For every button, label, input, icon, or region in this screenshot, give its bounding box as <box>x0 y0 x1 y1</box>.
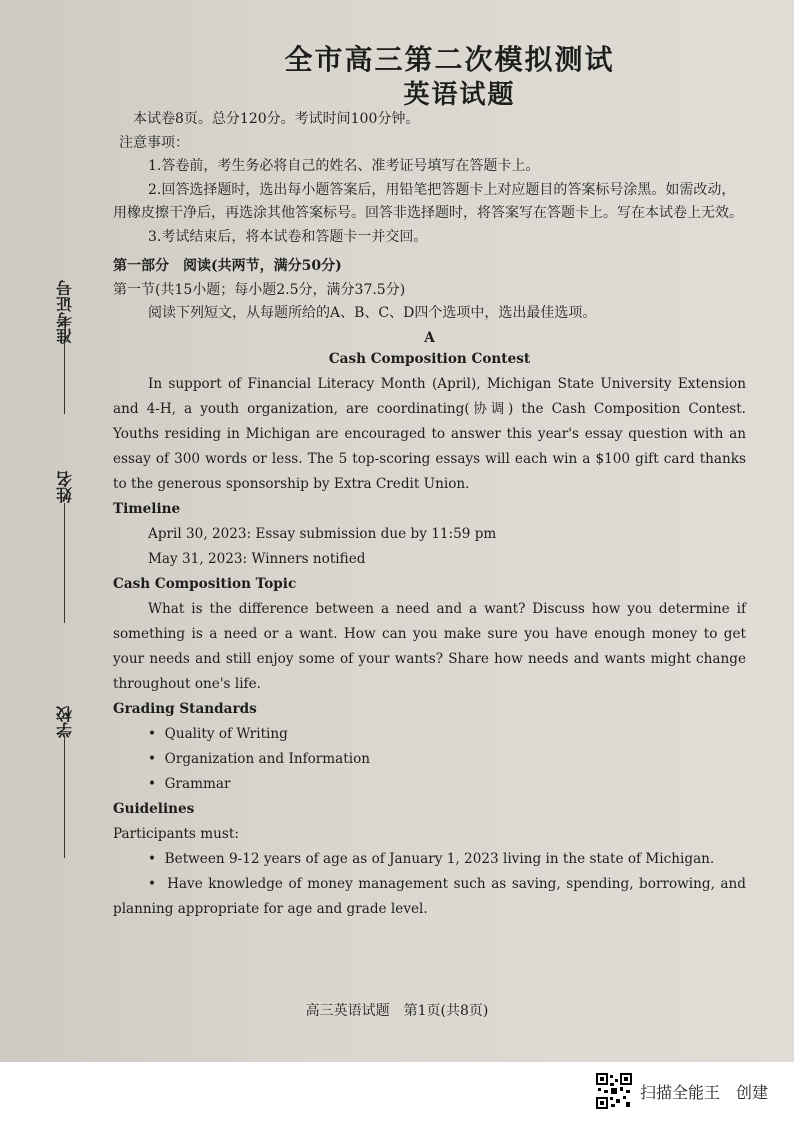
notice-item-1: 1.答卷前，考生务必将自己的姓名、准考证号填写在答题卡上。 <box>148 158 540 174</box>
timeline-heading: Timeline <box>113 500 181 517</box>
topic-text: What is the difference between a need and a want? Discuss how you determine if something is a need or a want. How can you make sure you have enough money to get your needs and still enjoy some of your wants? Share how needs and wants might change throughout one's life. <box>113 600 746 692</box>
guideline-item-2: • Have knowledge of money management such as saving, spending, borrowing, and planning appropriate for age and grade level. <box>113 875 746 917</box>
grading-item-3: • Grammar <box>148 775 231 792</box>
topic-heading: Cash Composition Topic <box>113 575 297 592</box>
page-subtitle: 英语试题 <box>403 80 516 110</box>
page-footer: 高三英语试题 第1页(共8页) <box>305 1003 489 1019</box>
school-field <box>50 700 80 870</box>
directions: 阅读下列短文，从每题所给的A、B、C、D四个选项中，选出最佳选项。 <box>148 305 597 321</box>
scanner-credit: 扫描全能王 创建 <box>640 1083 769 1102</box>
name-line <box>65 503 66 623</box>
grading-item-2: • Organization and Information <box>148 750 371 767</box>
page-title: 全市高三第二次模拟测试 <box>284 43 615 76</box>
notice-title: 注意事项： <box>119 134 189 151</box>
grading-heading: Grading Standards <box>113 700 257 717</box>
qr-code-icon <box>596 1073 632 1109</box>
exam-number-field <box>50 280 80 420</box>
guideline-item-1: • Between 9-12 years of age as of January 1, 2023 living in the state of Michigan. <box>148 850 715 867</box>
timeline-item-1: April 30, 2023: Essay submission due by 11:59 pm <box>148 525 497 542</box>
exam-intro: 本试卷8页。总分120分。考试时间100分钟。 <box>133 111 420 127</box>
notice-item-2: 2.回答选择题时，选出每小题答案后，用铅笔把答题卡上对应题目的答案标号涂黑。如需改动，用橡皮擦干净后，再选涂其他答案标号。回答非选择题时，将答案写在答题卡上。写在本试卷上无效。 <box>113 181 743 221</box>
name-label: 姓名 <box>55 471 75 503</box>
participants-label: Participants must: <box>113 825 239 842</box>
passage-intro: In support of Financial Literacy Month (April), Michigan State University Extension and 4-H, a youth organization, are coordinating(协调) the Cash Composition Contest. Youths residing in Michigan are encouraged to answer this year's essay question with an essay of 300 words or less. The 5 top-scoring essays will each win a $100 gift card thanks to the generous sponsorship by Extra Credit Union. <box>113 375 746 492</box>
grading-item-1: • Quality of Writing <box>148 725 288 742</box>
guidelines-heading: Guidelines <box>113 800 195 817</box>
page-content <box>113 38 746 922</box>
name-field <box>50 470 80 630</box>
exam-number-line <box>65 344 66 414</box>
notice-item-3: 3.考试结束后，将本试卷和答题卡一并交回。 <box>148 228 428 245</box>
exam-number-label: 准考证号 <box>55 280 75 344</box>
school-label: 学校 <box>55 706 75 738</box>
timeline-item-2: May 31, 2023: Winners notified <box>148 550 366 567</box>
section1-title: 第一节(共15小题；每小题2.5分，满分37.5分) <box>113 281 406 298</box>
passage-title: Cash Composition Contest <box>328 350 531 367</box>
part1-title: 第一部分 阅读(共两节，满分50分) <box>113 258 342 274</box>
passage-letter: A <box>424 329 435 346</box>
school-line <box>65 738 66 858</box>
